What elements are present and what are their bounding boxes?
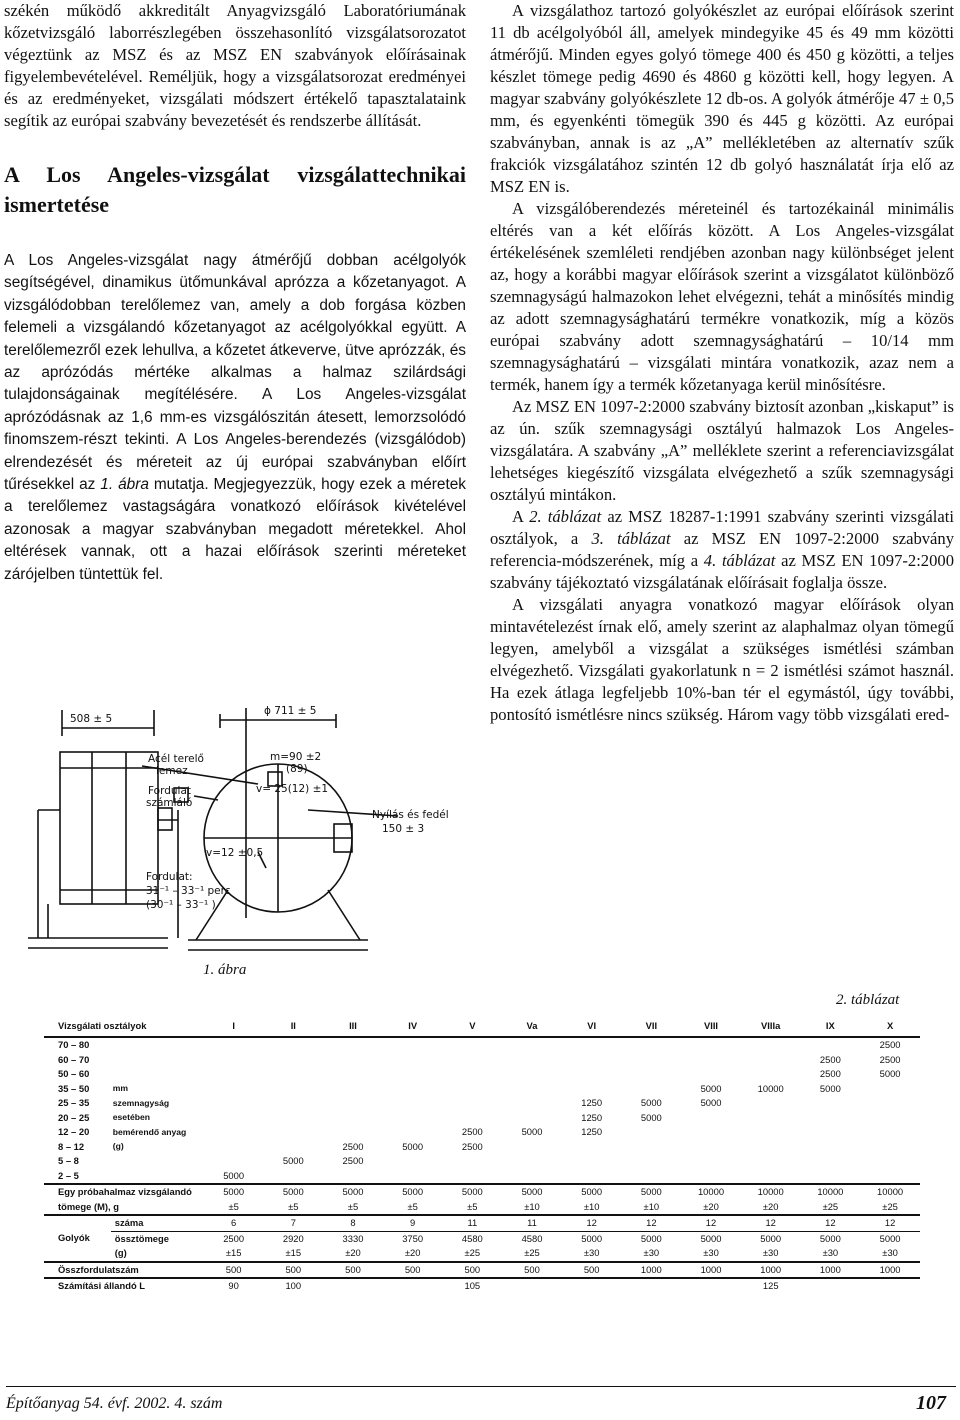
revolution-cell: 500	[502, 1262, 562, 1279]
size-row	[44, 1169, 920, 1185]
calc-label: Számítási állandó L	[44, 1278, 204, 1294]
calc-constant-cell: 125	[622, 1278, 921, 1294]
ball-count-cell: 12	[801, 1215, 861, 1231]
size-cell	[204, 1037, 264, 1053]
size-cell	[681, 1169, 741, 1185]
size-cell	[741, 1053, 801, 1068]
revolution-cell: 500	[442, 1262, 502, 1279]
size-cell: 2500	[342, 1140, 364, 1152]
v-label: v= 25(12) ±1	[256, 783, 329, 795]
ball-mass-cell: 4580 ±25	[502, 1231, 562, 1262]
size-cell	[323, 1067, 383, 1082]
class-header-5: Va	[502, 1016, 562, 1037]
size-rows	[44, 1037, 920, 1184]
sample-mass-cell: 5000 ±5	[383, 1184, 443, 1215]
size-cell	[622, 1169, 682, 1185]
size-cell	[502, 1037, 562, 1053]
size-cell	[442, 1082, 502, 1097]
size-cell	[383, 1125, 443, 1140]
size-cell: 5000	[640, 1111, 662, 1123]
rev-label-1: Fordulat:	[146, 871, 193, 883]
ball-mass-cell: 5000 ±30	[801, 1231, 861, 1262]
size-range: 5 – 8	[58, 1155, 79, 1166]
size-cell	[860, 1169, 920, 1185]
header-label: Vizsgálati osztályok	[44, 1016, 204, 1037]
mass-label	[111, 1231, 204, 1262]
size-cell: 10000	[757, 1082, 784, 1094]
unit-label	[111, 1037, 204, 1053]
class-header-7: VII	[622, 1016, 682, 1037]
size-cell	[383, 1111, 443, 1126]
revolution-cell: 500	[323, 1262, 383, 1279]
size-cell	[502, 1053, 562, 1068]
sample-mass-cell: 5000 ±5	[263, 1184, 323, 1215]
size-cell	[681, 1125, 741, 1140]
unit-label: mm	[112, 1083, 129, 1094]
size-cell	[502, 1096, 562, 1111]
size-cell	[263, 1037, 323, 1053]
revolution-cell: 1000	[681, 1262, 741, 1279]
unit-label	[111, 1154, 204, 1169]
size-cell	[263, 1096, 323, 1111]
unit-label: bemérendő anyag	[112, 1126, 187, 1137]
ball-mass-cell: 5000 ±30	[562, 1231, 622, 1262]
size-cell	[263, 1140, 323, 1155]
size-cell	[681, 1053, 741, 1068]
size-cell	[383, 1053, 443, 1068]
calc-constant-cell: 90	[204, 1278, 264, 1294]
table-header-row	[44, 1016, 920, 1037]
size-cell: 1250	[581, 1126, 603, 1137]
class-header-11: X	[860, 1016, 920, 1037]
size-row	[44, 1082, 920, 1097]
ball-mass-row	[44, 1231, 920, 1262]
ball-count-cell: 7	[263, 1215, 323, 1231]
size-cell	[204, 1096, 264, 1111]
rev-label-3: (30⁻¹ – 33⁻¹ )	[146, 899, 216, 911]
size-cell	[204, 1154, 264, 1169]
size-cell	[383, 1169, 443, 1185]
size-cell	[323, 1053, 383, 1068]
size-cell: 2500	[879, 1053, 901, 1065]
size-cell	[562, 1067, 622, 1082]
size-cell	[263, 1125, 323, 1140]
ball-count-row	[44, 1215, 920, 1231]
sample-mass-cell: 10000 ±20	[741, 1184, 801, 1215]
size-cell	[801, 1140, 861, 1155]
sample-label-2: tömege (M), g	[58, 1200, 119, 1212]
size-cell	[801, 1096, 861, 1111]
revolution-row	[44, 1262, 920, 1279]
size-cell: 1250	[581, 1097, 603, 1108]
size-cell	[502, 1082, 562, 1097]
table-caption: 2. táblázat	[836, 992, 900, 1008]
revolution-cell: 500	[204, 1262, 264, 1279]
size-cell	[323, 1096, 383, 1111]
size-range: 12 – 20	[58, 1126, 90, 1137]
size-range: 50 – 60	[58, 1068, 90, 1079]
size-cell	[442, 1067, 502, 1082]
m-label: m=90 ±2	[270, 751, 322, 763]
classes-table	[44, 1016, 920, 1294]
section-heading: A Los Angeles-vizsgálat vizsgálattechnikai ismertetése	[4, 162, 466, 217]
ball-count-cell: 8	[323, 1215, 383, 1231]
size-cell	[741, 1125, 801, 1140]
class-header-1: II	[263, 1016, 323, 1037]
ball-count-cell: 12	[741, 1215, 801, 1231]
size-cell	[681, 1067, 741, 1082]
paragraph-sampling: A vizsgálati anyagra vonatkozó magyar előírások olyan mintavételezést írnak elő, amely szerint az alaphalmaz olyan tömegű legyen, amelyből a vizsgálat a szükséges ismétlési számban elvégezhető. Vizsgálati gyakorlatunk n = 2 ismétlési számot használ. Ha ezek átlaga legfeljebb 10%-ban tér el egymástól, úgy további, pontosító ismétlésre nincs szükség. Három vagy több vizsgálati ered-	[490, 595, 954, 724]
revolution-cell: 1000	[860, 1262, 920, 1279]
size-cell	[442, 1053, 502, 1068]
mass-label-1: össztömege	[114, 1232, 169, 1244]
size-range: 8 – 12	[58, 1140, 85, 1152]
rev-label-2: 31⁻¹ – 33⁻¹ perc	[146, 885, 231, 897]
size-cell	[263, 1053, 323, 1068]
size-cell	[323, 1169, 383, 1185]
dim-width-label: 508 ± 5	[70, 713, 113, 725]
ball-mass-cell: 2920 ±15	[263, 1231, 323, 1262]
size-cell	[323, 1082, 383, 1097]
size-cell: 5000	[402, 1140, 424, 1152]
size-cell: 1250	[581, 1111, 603, 1123]
size-cell	[562, 1140, 622, 1155]
size-cell	[442, 1037, 502, 1053]
size-row	[44, 1053, 920, 1068]
revolution-cell: 500	[562, 1262, 622, 1279]
size-cell	[741, 1154, 801, 1169]
size-cell	[741, 1067, 801, 1082]
size-row	[44, 1125, 920, 1140]
class-header-6: VI	[562, 1016, 622, 1037]
size-range: 2 – 5	[58, 1169, 79, 1181]
ball-count-cell: 9	[383, 1215, 443, 1231]
size-cell: 2500	[342, 1155, 364, 1166]
size-range: 25 – 35	[58, 1097, 90, 1108]
plate-label-2: lemez	[156, 765, 188, 777]
size-cell	[622, 1053, 682, 1068]
class-header-3: IV	[383, 1016, 443, 1037]
test-class-table	[44, 1016, 920, 1294]
size-cell	[681, 1140, 741, 1155]
size-cell	[383, 1154, 443, 1169]
size-cell	[622, 1037, 682, 1053]
size-cell	[502, 1067, 562, 1082]
size-cell	[562, 1169, 622, 1185]
size-cell	[502, 1169, 562, 1185]
opening-label: Nyílás és fedél	[372, 809, 449, 821]
size-cell	[263, 1169, 323, 1185]
size-cell	[502, 1154, 562, 1169]
size-cell	[801, 1125, 861, 1140]
size-cell	[562, 1082, 622, 1097]
p4-text-b: az MSZ 18287-1:1991 szabvány szerinti vizsgálati osztályok, a	[490, 507, 954, 548]
p4-text-c: az MSZ EN 1097-2:2000 szabvány referencia-módszerének, míg a	[490, 529, 955, 570]
size-cell: 2500	[461, 1126, 483, 1137]
size-cell	[562, 1053, 622, 1068]
size-cell	[442, 1111, 502, 1126]
class-header-10: IX	[801, 1016, 861, 1037]
size-cell: 2500	[819, 1068, 841, 1079]
unit-label	[111, 1169, 204, 1185]
size-cell	[323, 1125, 383, 1140]
paragraph-loophole: Az MSZ EN 1097-2:2000 szabvány biztosít azonban „kiskaput” is az ún. szűk szemnagysági osztályú halmazok Los Angeles-vizsgálatára. A szabvány „A” melléklete szerint a referenciavizsgálat lehetséges kiegészítő vizsgálata elvégezhető a szűk szemnagysági osztályú mintákon.	[490, 397, 954, 504]
size-cell: 5000	[282, 1155, 304, 1166]
footer-rule	[6, 1386, 956, 1387]
rev-total-label: Összfordulatszám	[44, 1262, 204, 1279]
size-cell	[204, 1125, 264, 1140]
size-cell	[204, 1082, 264, 1097]
size-cell	[383, 1096, 443, 1111]
size-row	[44, 1154, 920, 1169]
unit-label	[111, 1053, 204, 1068]
size-cell	[383, 1067, 443, 1082]
ball-mass-cell: 3330 ±20	[323, 1231, 383, 1262]
size-cell	[204, 1053, 264, 1068]
ball-mass-cell: 3750 ±20	[383, 1231, 443, 1262]
size-cell	[860, 1082, 920, 1097]
size-cell: 5000	[640, 1097, 662, 1108]
paragraph-tables	[490, 506, 954, 594]
ball-mass-cell: 5000 ±30	[741, 1231, 801, 1262]
size-cell	[263, 1082, 323, 1097]
paragraph-equipment: A vizsgálóberendezés méreteinél és tartozékainál minimális eltérés van a két előírás között. A Los Angeles-vizsgálat értékelésének szemléleti rendjében azonban nagy különbséget jelent az, hogy a korábbi magyar előírások szerint a vizsgálatot különböző szemnagyságú halmazokon lehet elvégezni, tehát a minősítés mindig az adott szemnagysághatárú termékre vonatkozik, míg a közös európai szabvány adott szemnagysághatárú – 10/14 mm szemnagysághatárú – vizsgálati mintára vonatkozik, azaz nem a termék, hanem így a termék kőzetanyaga kerül minősítésre.	[490, 199, 954, 394]
size-cell	[741, 1037, 801, 1053]
size-cell	[801, 1169, 861, 1185]
ball-mass-cell: 5000 ±30	[622, 1231, 682, 1262]
size-cell	[204, 1111, 264, 1126]
size-cell	[383, 1037, 443, 1053]
size-cell	[442, 1169, 502, 1185]
size-cell: 2500	[879, 1039, 901, 1050]
p4-text-a: A	[512, 507, 524, 526]
class-header-9: VIIIa	[741, 1016, 801, 1037]
size-cell	[622, 1140, 682, 1155]
size-cell	[860, 1140, 920, 1155]
table-4-reference: 4. táblázat	[703, 551, 776, 570]
left-column	[4, 0, 466, 586]
size-range: 60 – 70	[58, 1053, 90, 1065]
ball-mass-cell: 4580 ±25	[442, 1231, 502, 1262]
size-cell	[263, 1111, 323, 1126]
size-cell: 2500	[461, 1140, 483, 1152]
size-cell	[622, 1154, 682, 1169]
size-cell	[801, 1111, 861, 1126]
size-cell	[741, 1140, 801, 1155]
speed-label: v=12 ±0,5	[206, 847, 264, 859]
size-cell	[860, 1096, 920, 1111]
size-cell	[204, 1067, 264, 1082]
ball-count-cell: 6	[204, 1215, 264, 1231]
opening-dim-label: 150 ± 3	[382, 823, 425, 835]
count-label: száma	[111, 1215, 204, 1231]
size-cell	[860, 1111, 920, 1126]
para-text-b: mutatja. Megjegyezzük, hogy ezek a méretek a terelőlemez vastagságára vonatkozó előírások kivételével azonosak a magyar szabványban megadott méretekkel. Ahol eltérések vannak, ott a hazai előírások szerinti méreteket zárójelben tüntettük fel.	[4, 476, 466, 583]
table-2-reference: 2. táblázat	[529, 507, 602, 526]
unit-label: szemnagyság	[112, 1097, 170, 1108]
size-row	[44, 1096, 920, 1111]
figure-caption: 1. ábra	[203, 962, 247, 978]
size-cell: 2500	[819, 1053, 841, 1065]
size-cell	[741, 1111, 801, 1126]
size-row	[44, 1067, 920, 1082]
size-cell	[263, 1067, 323, 1082]
sample-mass-cell: 10000 ±25	[860, 1184, 920, 1215]
balls-label: Golyók	[44, 1215, 111, 1262]
plate-label-1: Acél terelő	[148, 753, 204, 765]
unit-label	[111, 1067, 204, 1082]
drum-side	[60, 752, 158, 904]
sample-mass-cell: 5000 ±10	[562, 1184, 622, 1215]
size-cell: 5000	[879, 1068, 901, 1079]
size-cell	[622, 1067, 682, 1082]
revolution-cell: 500	[263, 1262, 323, 1279]
dim-diameter-label: ϕ 711 ± 5	[264, 705, 317, 717]
ball-count-cell: 12	[860, 1215, 920, 1231]
ball-mass-cell: 5000 ±30	[681, 1231, 741, 1262]
size-row	[44, 1111, 920, 1126]
size-cell: 5000	[819, 1082, 841, 1094]
page-number: 107	[916, 1392, 946, 1414]
los-angeles-drum-figure	[18, 700, 468, 962]
sample-label-1: Egy próbahalmaz vizsgálandó	[58, 1186, 192, 1197]
class-header-2: III	[323, 1016, 383, 1037]
size-cell: 5000	[223, 1169, 245, 1181]
sample-mass-cell: 10000 ±25	[801, 1184, 861, 1215]
calc-constant-cell: 105	[323, 1278, 621, 1294]
size-row	[44, 1140, 920, 1155]
class-header-0: I	[204, 1016, 264, 1037]
size-cell	[323, 1037, 383, 1053]
size-cell	[442, 1154, 502, 1169]
size-cell	[502, 1140, 562, 1155]
size-cell: 5000	[700, 1097, 722, 1108]
size-cell	[801, 1154, 861, 1169]
counter-label-1: Fordulat	[148, 785, 192, 797]
body-paragraph	[4, 250, 466, 586]
size-range: 20 – 25	[58, 1111, 90, 1123]
ball-count-cell: 11	[442, 1215, 502, 1231]
size-cell	[681, 1154, 741, 1169]
size-cell	[681, 1111, 741, 1126]
size-range: 35 – 50	[58, 1082, 90, 1094]
size-cell	[860, 1125, 920, 1140]
sample-mass-cell: 5000 ±5	[323, 1184, 383, 1215]
size-cell	[442, 1096, 502, 1111]
size-cell	[204, 1140, 264, 1155]
sample-mass-cell: 5000 ±5	[204, 1184, 264, 1215]
figure-reference: 1. ábra	[100, 476, 149, 494]
revolution-cell: 1000	[622, 1262, 682, 1279]
size-cell	[323, 1111, 383, 1126]
sample-mass-cell: 5000 ±10	[622, 1184, 682, 1215]
p4-text-d: az MSZ EN 1097-2:2000 szabvány tájékoztató vizsgálatának előírásait foglalja össze.	[490, 551, 954, 592]
size-cell: 5000	[700, 1082, 722, 1094]
class-header-8: VIII	[681, 1016, 741, 1037]
size-cell	[383, 1082, 443, 1097]
sample-mass-cell: 5000 ±5	[442, 1184, 502, 1215]
size-cell	[741, 1096, 801, 1111]
ball-count-cell: 12	[622, 1215, 682, 1231]
sample-mass-cell: 5000 ±10	[502, 1184, 562, 1215]
revolution-cell: 1000	[741, 1262, 801, 1279]
drum-drawing	[18, 700, 468, 962]
size-cell	[562, 1154, 622, 1169]
revolution-cell: 500	[383, 1262, 443, 1279]
size-row	[44, 1037, 920, 1053]
size-cell: 5000	[521, 1126, 543, 1137]
size-cell	[681, 1037, 741, 1053]
size-cell	[502, 1111, 562, 1126]
sample-label	[44, 1184, 204, 1215]
size-cell	[741, 1169, 801, 1185]
size-cell	[801, 1037, 861, 1053]
class-header-4: V	[442, 1016, 502, 1037]
ball-count-cell: 11	[502, 1215, 562, 1231]
unit-label: (g)	[112, 1141, 124, 1152]
intro-paragraph: székén működő akkreditált Anyagvizsgáló Laboratóriumának kőzetvizsgáló laborrészlegében összehasonlító vizsgálatsorozatot végeztünk az MSZ és az MSZ EN szabványok előírásainak figyelembevételével. Reméljük, hogy a vizsgálatsorozat eredményei és az eredményeket, vizsgálati módszert értékelő tapasztalataink segítik az európai szabvány bevezetését és rendszerbe állítását.	[4, 1, 466, 130]
sample-mass-row	[44, 1184, 920, 1215]
ball-mass-cell: 2500 ±15	[204, 1231, 264, 1262]
size-cell	[622, 1125, 682, 1140]
mass-label-2: (g)	[114, 1247, 127, 1258]
sample-mass-cell: 10000 ±20	[681, 1184, 741, 1215]
calc-constant-row	[44, 1278, 920, 1294]
journal-footer: Építőanyag 54. évf. 2002. 4. szám	[6, 1395, 223, 1412]
revolution-cell: 1000	[801, 1262, 861, 1279]
right-column	[490, 0, 954, 726]
ball-count-cell: 12	[562, 1215, 622, 1231]
size-cell	[562, 1037, 622, 1053]
ball-count-cell: 12	[681, 1215, 741, 1231]
paragraph-balls: A vizsgálathoz tartozó golyókészlet az európai előírások szerint 11 db acélgolyóból áll, amelyek mindegyike 45 és 49 mm közötti átmérőjű. Minden egyes golyó tömege 400 és 450 g közötti, a teljes készlet tömege pedig 4690 és 4860 g közötti kell, hogy legyen. A magyar szabvány golyókészlete 12 db-os. A golyók átmérője 47 ± 0,5 mm, és egyenkénti tömegük 390 és 445 g közötti. Az európai szabványban, annak is az „A” mellékletében az alternatív szűk frakciók vizsgálatához szintén 12 db golyó használatát írja elő az MSZ EN is.	[490, 1, 954, 196]
unit-label: esetében	[112, 1112, 151, 1123]
size-cell	[622, 1082, 682, 1097]
ball-mass-cell: 5000 ±30	[860, 1231, 920, 1262]
size-range: 70 – 80	[58, 1039, 90, 1050]
para-text-a: A Los Angeles-vizsgálat nagy átmérőjű dobban acélgolyók segítségével, dinamikus ütőmunkával aprózza a kőzetanyagot. A vizsgálódobban terelőlemez van, amely a dob forgása közben felemeli a vizsgálandó kőzetanyagot az acélgolyókkal együtt. A terelőlemezről ezek lehullva, a kőzetet átkeverve, ütve aprózzák, és az aprózódás mértéke alkalmas a halmaz szilárdsági tulajdonságainak megítélésére. A Los Angeles-vizsgálat aprózódásnak az 1,6 mm-es vizsgálószitán átesett, lemorzsolódó finomszem-részt tekinti. A Los Angeles-berendezés (vizsgálódob) elrendezését és méreteit az új európai szabványban előírt tűrésekkel az	[4, 252, 466, 494]
table-3-reference: 3. táblázat	[591, 529, 671, 548]
m2-label: (89)	[286, 763, 308, 775]
calc-constant-cell: 100	[263, 1278, 323, 1294]
counter-label-2: számláló	[146, 797, 193, 809]
size-cell	[860, 1154, 920, 1169]
